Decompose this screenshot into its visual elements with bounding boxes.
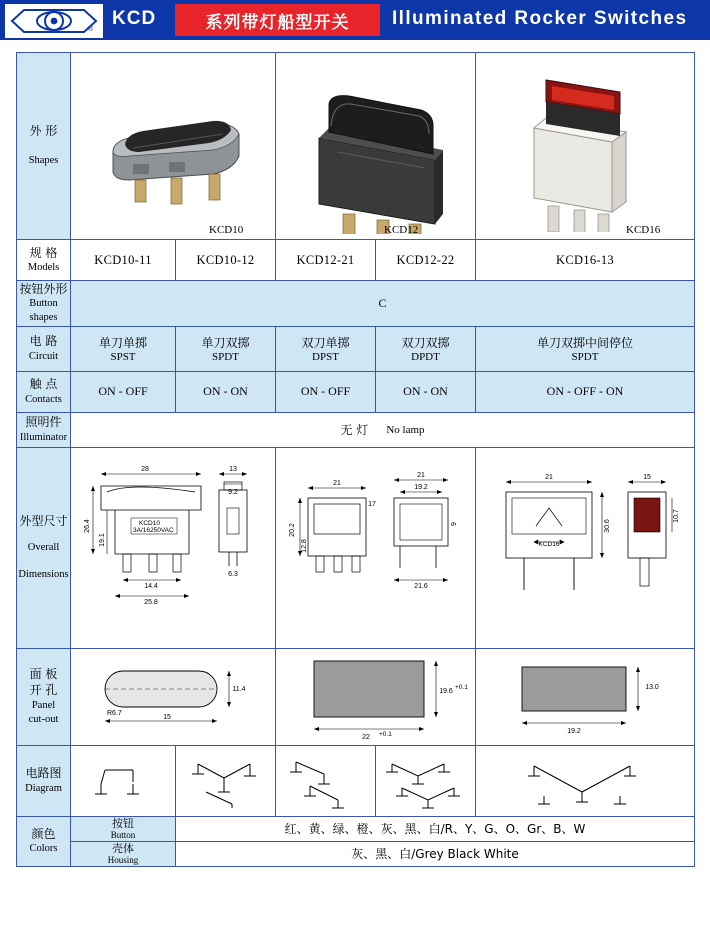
svg-text:19.1: 19.1	[99, 532, 106, 547]
english-title: Illuminated Rocker Switches	[392, 8, 688, 29]
label-illuminator-en: Illuminator	[19, 431, 68, 443]
label-shapes-cn: 外 形	[29, 124, 58, 139]
label-circuit-cn: 电 路	[29, 334, 58, 349]
contacts-1: ON - OFF	[71, 371, 176, 412]
svg-text:R6.7: R6.7	[107, 709, 122, 717]
contacts-5: ON - OFF - ON	[476, 371, 695, 412]
label-dimensions	[17, 447, 71, 648]
contacts-3: ON - OFF	[276, 371, 376, 412]
button-shape-value: C	[71, 281, 695, 327]
circuit-dpst	[276, 326, 376, 371]
dimensions-kcd12	[276, 447, 476, 648]
shape-caption-kcd10: KCD10	[209, 224, 244, 236]
spec-table	[16, 52, 695, 867]
svg-text:10.7: 10.7	[673, 508, 680, 523]
colors-button-value: 红、黄、绿、橙、灰、黑、白/R、Y、G、O、Gr、B、W	[176, 816, 695, 841]
circuit-dpst-en: DPST	[312, 351, 339, 364]
shape-caption-kcd12: KCD12	[384, 224, 419, 236]
label-dimensions-en1: Overall	[27, 542, 60, 554]
panel-cutout-kcd16	[476, 648, 695, 745]
label-colors-button-en: Button	[110, 829, 136, 840]
circuit-spst	[71, 326, 176, 371]
svg-text:9.2: 9.2	[228, 488, 238, 496]
svg-text:26.4: 26.4	[84, 518, 91, 533]
row-circuit	[17, 326, 695, 371]
row-dimensions	[17, 447, 695, 648]
diagram-spst	[71, 745, 176, 816]
label-colors	[17, 816, 71, 866]
label-circuit	[17, 326, 71, 371]
svg-text:9: 9	[451, 521, 458, 526]
label-button-shapes-en: Button shapes	[29, 298, 58, 324]
label-contacts-cn: 触 点	[29, 377, 58, 392]
label-contacts-en: Contacts	[25, 393, 62, 405]
row-shapes	[17, 53, 695, 240]
row-colors-button	[17, 816, 695, 841]
row-contacts	[17, 371, 695, 412]
contacts-2: ON - ON	[176, 371, 276, 412]
colors-housing-value: 灰、黑、白/Grey Black White	[176, 841, 695, 866]
row-illuminator	[17, 412, 695, 447]
svg-text:19.2: 19.2	[567, 727, 581, 735]
kcd12-dimension-drawing	[276, 450, 472, 646]
diagram-spdt-icon	[176, 748, 276, 814]
svg-text:30.6: 30.6	[604, 518, 611, 533]
circuit-spdt-cn: 单刀双掷	[201, 336, 250, 351]
label-colors-housing-cn: 壳体	[112, 841, 134, 855]
label-colors-en: Colors	[29, 843, 58, 855]
label-button-shapes-cn: 按钮外形	[19, 282, 68, 296]
svg-text:21: 21	[545, 473, 553, 481]
contacts-4: ON - ON	[376, 371, 476, 412]
shape-kcd16-cell	[476, 53, 695, 240]
label-colors-housing	[71, 841, 176, 866]
label-diagram	[17, 745, 71, 816]
kcd12-product-image	[291, 64, 461, 234]
illuminator-value-cn: 无 灯	[340, 423, 369, 438]
row-panel-cutout	[17, 648, 695, 745]
svg-text:12.8: 12.8	[301, 538, 308, 553]
diagram-dpdt	[376, 745, 476, 816]
kcd16-product-image	[500, 62, 670, 232]
shape-kcd10-cell	[71, 53, 276, 240]
manufacturer-logo	[4, 3, 104, 39]
panel-cutout-kcd12	[276, 648, 476, 745]
svg-text:21: 21	[333, 479, 341, 487]
logo-icon	[8, 7, 100, 35]
panel-cutout-kcd10	[71, 648, 276, 745]
label-models-cn: 规 格	[29, 245, 58, 260]
svg-text:6.3: 6.3	[228, 570, 238, 578]
kcd16-cutout-drawing	[476, 651, 692, 743]
circuit-spst-cn: 单刀单掷	[98, 336, 147, 351]
kcd10-body-label: KCD10	[139, 519, 160, 527]
svg-text:13.0: 13.0	[645, 683, 659, 691]
label-colors-cn: 颜色	[31, 826, 56, 841]
circuit-dpdt-cn: 双刀双掷	[401, 336, 450, 351]
model-kcd10-12: KCD10-12	[176, 240, 276, 281]
kcd12-cutout-drawing	[276, 651, 472, 743]
diagram-dpst-icon	[276, 748, 376, 814]
circuit-spdt-en: SPDT	[212, 351, 239, 364]
label-models	[17, 240, 71, 281]
circuit-spdt	[176, 326, 276, 371]
model-kcd10-11: KCD10-11	[71, 240, 176, 281]
illuminator-value-en: No lamp	[386, 423, 425, 436]
label-illuminator-cn: 照明件	[25, 415, 62, 430]
svg-text:21.6: 21.6	[414, 582, 428, 590]
kcd16-body-label: KCD16	[538, 540, 560, 548]
label-dimensions-en2: Dimensions	[18, 568, 69, 580]
svg-text:+0.1: +0.1	[455, 683, 468, 691]
svg-text:15: 15	[163, 713, 171, 721]
label-models-en: Models	[27, 262, 60, 273]
dimensions-kcd10	[71, 447, 276, 648]
label-contacts	[17, 371, 71, 412]
label-colors-button-cn: 按钮	[112, 816, 134, 830]
kcd16-dimension-drawing	[476, 450, 692, 646]
svg-text:11.4: 11.4	[232, 685, 246, 693]
label-diagram-en: Diagram	[25, 782, 62, 794]
shape-kcd12-cell	[276, 53, 476, 240]
label-shapes	[17, 53, 71, 240]
label-panel-en1: Panel	[31, 699, 56, 711]
diagram-spdt-center-off	[476, 745, 695, 816]
svg-text:20.2: 20.2	[289, 522, 296, 537]
label-panel-cutout	[17, 648, 71, 745]
label-panel-en2: cut-out	[28, 713, 59, 725]
shape-caption-kcd16: KCD16	[626, 224, 661, 236]
label-colors-button	[71, 816, 176, 841]
kcd10-rating: 3A/16250VAC	[133, 526, 174, 534]
label-shapes-en: Shapes	[28, 155, 59, 167]
svg-text:22: 22	[362, 733, 370, 741]
chinese-title: 系列带灯船型开关	[175, 4, 380, 36]
svg-text:14.4: 14.4	[144, 582, 158, 590]
label-diagram-cn: 电路图	[25, 766, 62, 781]
page-header	[0, 0, 710, 40]
svg-text:28: 28	[141, 465, 149, 473]
circuit-dpdt	[376, 326, 476, 371]
svg-text:17: 17	[368, 500, 376, 508]
dimensions-kcd16	[476, 447, 695, 648]
kcd10-cutout-drawing	[71, 651, 267, 743]
svg-text:25.8: 25.8	[144, 598, 158, 606]
circuit-spdt-center-off-cn: 单刀双掷中间停位	[536, 336, 633, 351]
label-panel-cn1: 面 板	[29, 667, 58, 682]
label-dimensions-cn: 外型尺寸	[19, 514, 68, 529]
label-circuit-en: Circuit	[28, 350, 59, 362]
diagram-dpst	[276, 745, 376, 816]
row-diagram	[17, 745, 695, 816]
diagram-spdt	[176, 745, 276, 816]
illuminator-value-cell	[71, 412, 695, 447]
row-models	[17, 240, 695, 281]
circuit-spst-en: SPST	[110, 351, 136, 364]
svg-text:19.6: 19.6	[439, 687, 453, 695]
circuit-spdt-center-off	[476, 326, 695, 371]
label-button-shapes	[17, 281, 71, 327]
diagram-dpdt-icon	[376, 748, 476, 814]
svg-text:15: 15	[643, 473, 651, 481]
model-kcd12-21: KCD12-21	[276, 240, 376, 281]
row-button-shapes	[17, 281, 695, 327]
diagram-spdt-center-off-icon	[476, 748, 692, 814]
diagram-spst-icon	[71, 748, 171, 814]
svg-text:21: 21	[417, 471, 425, 479]
row-colors-housing	[17, 841, 695, 866]
circuit-spdt-center-off-en: SPDT	[571, 351, 599, 364]
circuit-dpdt-en: DPDT	[411, 351, 440, 364]
circuit-dpst-cn: 双刀单掷	[301, 336, 350, 351]
label-colors-housing-en: Housing	[107, 854, 139, 865]
svg-text:+0.1: +0.1	[379, 730, 392, 738]
model-kcd16-13: KCD16-13	[476, 240, 695, 281]
svg-text:®: ®	[88, 26, 94, 33]
series-code: KCD	[112, 8, 157, 29]
label-panel-cn2: 开 孔	[29, 683, 58, 698]
kcd10-product-image	[73, 64, 273, 234]
model-kcd12-22: KCD12-22	[376, 240, 476, 281]
kcd10-dimension-drawing	[71, 450, 267, 646]
svg-text:13: 13	[229, 465, 237, 473]
svg-text:19.2: 19.2	[414, 483, 428, 491]
label-illuminator	[17, 412, 71, 447]
